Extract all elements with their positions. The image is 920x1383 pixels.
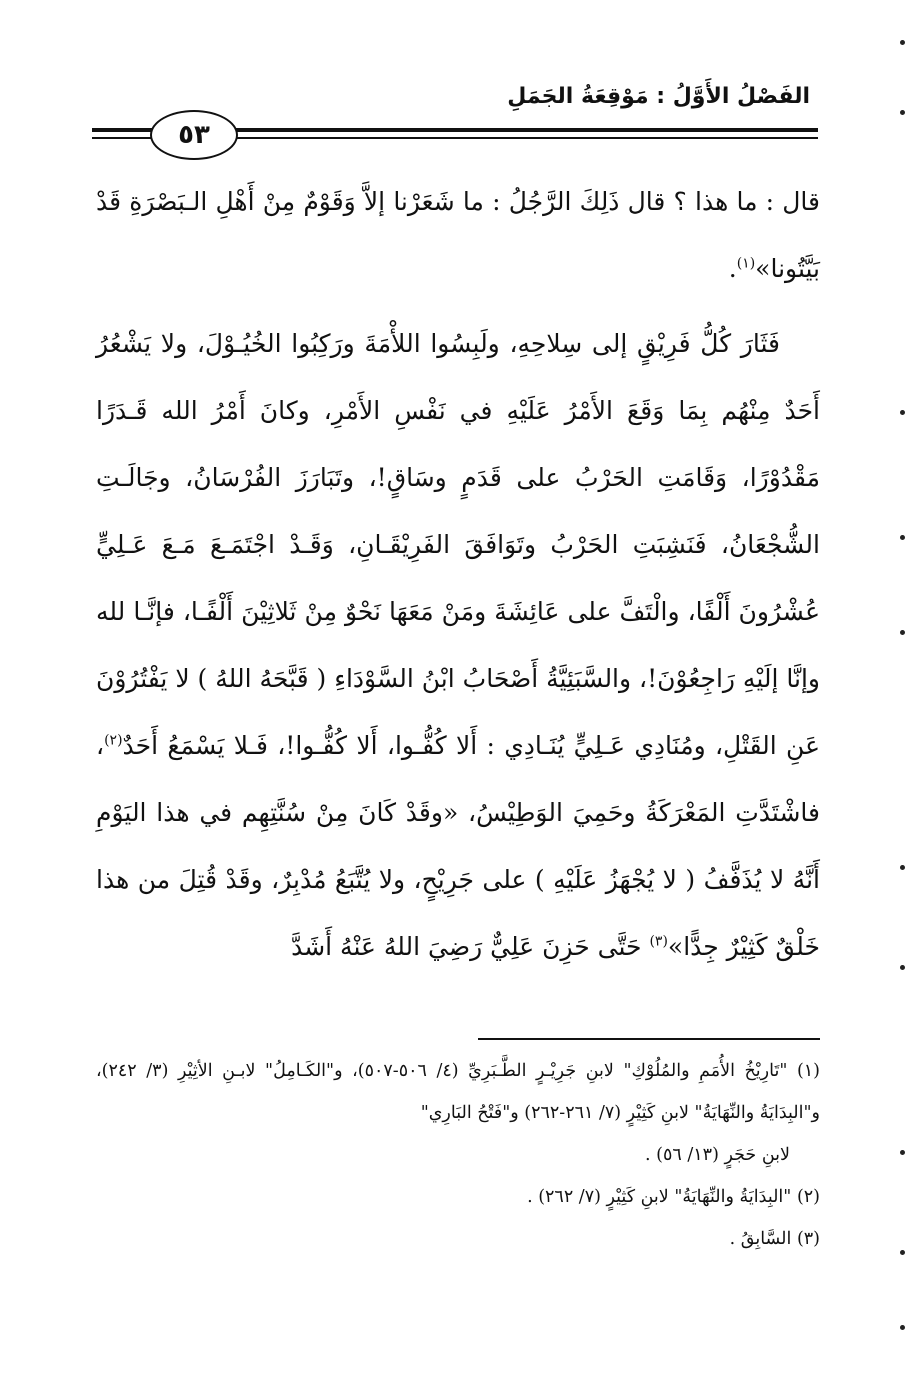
footnote-text: "تَارِيْخُ الأُمَمِ والمُلُوْكِ" لابنِ جَرِيْـرٍ الطَّـبَرِيِّ (٤/ ٥٠٦-٥٠٧)، و"الكَـامِلُ" لابـنِ الأثِيْرِ (٣/ ٢٤٢)، و"البِدَايَةُ والنِّهَايَةُ" لابنِ كَثِيْرٍ (٧/ ٢٦١-٢٦٢) و"فَتْحُ البَارِي" [96, 1061, 820, 1123]
page-number: ٥٣ [150, 110, 238, 160]
scan-mark [900, 1325, 905, 1330]
scan-mark [900, 1150, 905, 1155]
paragraph-text: ، فاشْتَدَّتِ المَعْرَكَةُ وحَمِيَ الوَطِيْسُ، «وقَدْ كَانَ مِنْ سُنَّتِهِم في هذا اليَوْمِ أَنَّهُ لا يُذَفَّفُ ( لا يُجْهَزُ عَلَيْهِ ) على جَرِيْحٍ، ولا يُتَّبَعُ مُدْبِرٌ، وقَدْ قُتِلَ من هذا خَلْقٌ كَثِيْرٌ جِدًّا» [96, 731, 820, 961]
footnote-text: "البِدَايَةُ والنِّهَايَةُ" لابنِ كَثِيْرٍ (٧/ ٢٦٢) . [527, 1187, 792, 1207]
scan-mark [900, 630, 905, 635]
paragraph-text: قال : ما هذا ؟ قال ذَلِكَ الرَّجُلُ : ما شَعَرْنا إلاَّ وَقَوْمٌ مِنْ أَهْلِ الـبَصْرَةِ قَدْ بَيَّتُونا» [96, 187, 820, 283]
footnote-separator [478, 1038, 820, 1040]
footnote-text: لابنِ حَجَرٍ (١٣/ ٥٦) . [645, 1145, 790, 1165]
footnote-number: (٣) [796, 1229, 820, 1249]
footnote-ref-2: (٢) [104, 732, 123, 749]
footnote-text: السَّابِقُ . [729, 1229, 792, 1249]
scan-mark [900, 965, 905, 970]
footnote-3 [96, 1218, 820, 1260]
main-text [96, 168, 820, 980]
scan-mark [900, 535, 905, 540]
footnote-2 [96, 1176, 820, 1218]
footnote-number: (٢) [796, 1187, 820, 1207]
paragraph [96, 310, 820, 980]
scan-mark [900, 40, 905, 45]
footnote-number: (١) [796, 1061, 820, 1081]
paragraph [96, 168, 820, 302]
paragraph-tail: . [728, 254, 737, 283]
scan-mark [900, 110, 905, 115]
running-header: الفَصْلُ الأَوَّلُ : مَوْقِعَةُ الجَمَلِ [507, 84, 810, 109]
footnote-ref-1: (١) [736, 255, 756, 272]
footnote-ref-3: (٣) [649, 933, 668, 950]
footnotes [96, 1050, 820, 1260]
scan-mark [900, 865, 905, 870]
scan-mark [900, 1250, 905, 1255]
paragraph-text: حَتَّى حَزِنَ عَلِيٌّ رَضِيَ اللهُ عَنْهُ أَشَدَّ [291, 932, 650, 961]
footnote-1 [96, 1050, 820, 1176]
scan-mark [900, 410, 905, 415]
paragraph-text: فَثَارَ كُلُّ فَرِيْقٍ إلى سِلاحِهِ، ولَبِسُوا اللأْمَةَ ورَكِبُوا الخُيُـوْلَ، ولا يَشْعُرُ أَحَدٌ مِنْهُم بِمَا وَقَعَ الأَمْرُ عَلَيْهِ في نَفْسِ الأَمْرِ، وكانَ أَمْرُ الله قَـدَرًا مَقْدُوْرًا، وَقَامَتِ الحَرْبُ على قَدَمٍ وسَاقٍ!، وتَبَارَزَ الفُرْسَانُ، وجَالَـتِ الشُّجْعَانُ، فَنَشِبَتِ الحَرْبُ وتَوَافَقَ الفَرِيْقَـانِ، وَقَـدْ اجْتَمَـعَ مَـعَ عَـلِيٍّ عُشْرُونَ أَلْفًا، والْتَفَّ على عَائِشَةَ ومَنْ مَعَهَا نَحْوٌ مِنْ ثَلاثِيْنَ أَلْفًـا، فإنَّـا لله وإنَّا إلَيْهِ رَاجِعُوْنَ!، والسَّبَئِيَّةُ أَصْحَابُ ابْنُ السَّوْدَاءِ ( قَبَّحَهُ اللهُ ) لا يَفْتُرُوْنَ عَنِ القَتْلِ، ومُنَادِي عَـلِيٍّ يُنَـادِي : أَلا كُفُّـوا، أَلا كُفُّـوا!، فَـلا يَسْمَعُ أَحَدٌ [96, 329, 820, 760]
